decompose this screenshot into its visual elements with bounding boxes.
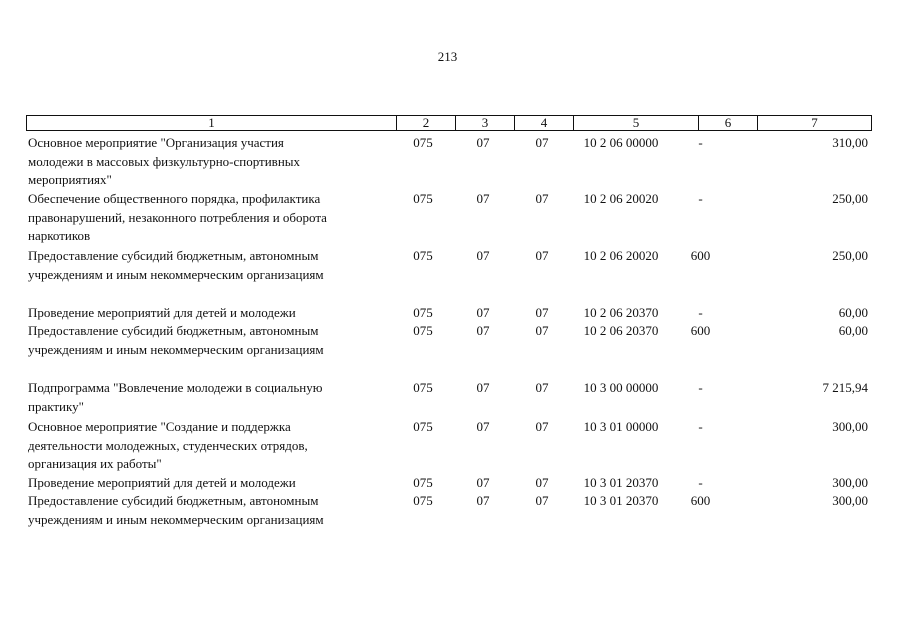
row-cell-4: 07	[535, 305, 549, 320]
row-cell-2: 075	[413, 248, 433, 263]
page-number: 213	[437, 49, 458, 64]
row-name-line: мероприятиях"	[28, 172, 112, 187]
header-cell-7: 7	[757, 116, 871, 130]
row-cell-5: 10 2 06 20370	[583, 323, 659, 338]
row-cell-4: 07	[535, 419, 549, 434]
row-cell-7: 300,00	[832, 475, 868, 490]
row-name-line: Обеспечение общественного порядка, профилактика	[28, 191, 321, 206]
row-cell-4: 07	[535, 380, 549, 395]
row-cell-7: 300,00	[832, 493, 868, 508]
row-cell-2: 075	[413, 305, 433, 320]
row-cell-3: 07	[476, 323, 490, 338]
row-name-line: правонарушений, незаконного потребления и оборота	[28, 209, 327, 225]
row-name	[28, 247, 388, 284]
row-cell-5: 10 2 06 20370	[583, 305, 659, 320]
row-cell-5: 10 3 01 00000	[583, 419, 659, 434]
row-cell-2: 075	[413, 191, 433, 206]
header-cell-3: 3	[455, 116, 514, 130]
row-cell-6: 600	[690, 248, 711, 263]
row-cell-4: 07	[535, 248, 549, 263]
row-cell-5: 10 3 01 20370	[583, 475, 659, 490]
row-name	[28, 322, 388, 359]
row-cell-5: 10 2 06 00000	[583, 135, 659, 150]
row-name-line: наркотиков	[28, 228, 91, 243]
row-cell-2: 075	[413, 135, 433, 150]
row-name-line: молодежи в массовых физкультурно-спортивных	[28, 153, 301, 169]
row-cell-4: 07	[535, 191, 549, 206]
header-cell-5: 5	[573, 116, 698, 130]
row-cell-3: 07	[476, 380, 490, 395]
row-cell-4: 07	[535, 135, 549, 150]
header-cell-4: 4	[514, 116, 573, 130]
row-name-line: практику"	[28, 398, 84, 414]
row-name-line: учреждениям и иным некоммерческим организациям	[28, 511, 324, 527]
row-cell-6: 600	[690, 323, 711, 338]
row-cell-4: 07	[535, 475, 549, 490]
row-name-line: Предоставление субсидий бюджетным, автономным	[28, 493, 319, 508]
row-cell-2: 075	[413, 380, 433, 395]
row-cell-7: 310,00	[832, 135, 868, 150]
row-cell-5: 10 3 00 00000	[583, 380, 659, 395]
row-cell-4: 07	[535, 493, 549, 508]
row-cell-3: 07	[476, 475, 490, 490]
row-cell-3: 07	[476, 248, 490, 263]
row-name-line: учреждениям и иным некоммерческим организациям	[28, 341, 324, 357]
row-cell-7: 60,00	[838, 305, 868, 320]
row-name-line: Основное мероприятие "Создание и поддержка	[28, 419, 291, 434]
table-header-row	[26, 115, 872, 131]
row-name-line: деятельности молодежных, студенческих отрядов,	[28, 437, 308, 453]
row-cell-3: 07	[476, 419, 490, 434]
row-cell-3: 07	[476, 135, 490, 150]
row-cell-2: 075	[413, 419, 433, 434]
row-cell-2: 075	[413, 493, 433, 508]
row-cell-6: 600	[690, 493, 711, 508]
row-cell-3: 07	[476, 191, 490, 206]
row-name-line: учреждениям и иным некоммерческим организациям	[28, 266, 324, 282]
row-cell-2: 075	[413, 323, 433, 338]
row-cell-7: 60,00	[838, 323, 868, 338]
row-name	[28, 304, 388, 323]
row-cell-6: -	[698, 305, 703, 320]
row-name-line: Проведение мероприятий для детей и молодежи	[28, 305, 296, 320]
header-cell-6: 6	[698, 116, 757, 130]
row-name	[28, 379, 388, 416]
row-cell-5: 10 2 06 20020	[583, 248, 659, 263]
row-cell-6: -	[698, 135, 703, 150]
row-cell-6: -	[698, 380, 703, 395]
row-cell-5: 10 2 06 20020	[583, 191, 659, 206]
row-name-line: Предоставление субсидий бюджетным, автономным	[28, 323, 319, 338]
row-name-line: Предоставление субсидий бюджетным, автономным	[28, 248, 319, 263]
row-name-line: организация их работы"	[28, 456, 162, 471]
row-cell-7: 7 215,94	[822, 380, 868, 395]
row-name	[28, 190, 388, 246]
header-cell-1: 1	[208, 115, 215, 130]
row-name	[28, 418, 388, 474]
row-name	[28, 134, 388, 190]
row-name	[28, 492, 388, 529]
row-cell-3: 07	[476, 493, 490, 508]
row-name	[28, 474, 388, 493]
row-name-line: Основное мероприятие "Организация участия	[28, 135, 284, 150]
row-name-line: Подпрограмма "Вовлечение молодежи в социальную	[28, 380, 323, 395]
row-cell-6: -	[698, 419, 703, 434]
row-cell-7: 250,00	[832, 248, 868, 263]
row-cell-4: 07	[535, 323, 549, 338]
row-cell-3: 07	[476, 305, 490, 320]
row-cell-6: -	[698, 475, 703, 490]
row-cell-7: 250,00	[832, 191, 868, 206]
header-cell-2: 2	[396, 116, 455, 130]
row-cell-7: 300,00	[832, 419, 868, 434]
row-cell-2: 075	[413, 475, 433, 490]
row-cell-6: -	[698, 191, 703, 206]
row-name-line: Проведение мероприятий для детей и молодежи	[28, 475, 296, 490]
row-cell-5: 10 3 01 20370	[583, 493, 659, 508]
